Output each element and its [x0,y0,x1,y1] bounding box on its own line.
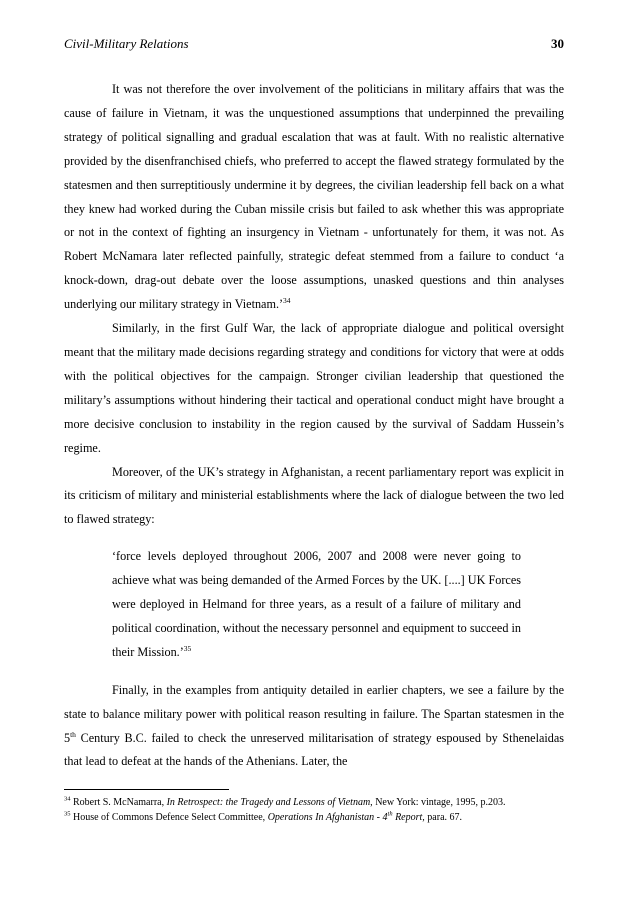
footnote-title-text: Operations In Afghanistan - 4 [267,812,388,823]
page-number: 30 [551,36,564,51]
paragraph-gulf-war: Similarly, in the first Gulf War, the lack of appropriate dialogue and political oversight meant that the military made decisions regarding strategy and conditions for victory that were at odds with the political objectives for the campaign. Stronger civilian leadership that questioned the military’s assumptions without hindering their tactical and operational conduct might have brought a more decisive conclusion to instability in the region caused by the survival of Saddam Hussein’s regime. [64,321,564,455]
footnote-ref-35: 35 [183,643,192,653]
footnote-title: In Retrospect: the Tragedy and Lessons of Vietnam, [166,797,373,808]
paragraph-antiquity-text-start: Finally, in the examples from antiquity detailed in earlier chapters, we see a failure by the state to balance military power with political reason resulting in failure. The Spartan statesmen in the 5 [64,682,564,745]
footnotes [64,795,584,825]
footnote-text: Robert S. McNamarra, [70,797,167,808]
footnote-number: 35 [64,810,71,818]
footnote-title [268,812,425,823]
footnote-title-text: Report, [392,812,425,823]
ordinal-suffix: th [387,810,393,818]
block-quote [112,545,521,665]
footnote-text: New York: vintage, 1995, p.203. [372,797,506,808]
block-quote-text: ‘force levels deployed throughout 2006, 2007 and 2008 were never going to achieve what was being demanded of the Armed Forces by the UK. [....] UK Forces were deployed in Helmand for three years, as a result of a failure of military and political coordination, without the necessary personnel and equipment to succeed in their Mission.’ [112,549,521,659]
body-text [64,78,564,774]
footnote-text: para. 67. [424,812,463,823]
footnote-ref-34: 34 [283,296,291,306]
running-header [64,36,564,54]
footnote-text: House of Commons Defence Select Committee, [70,812,268,823]
paragraph-afghanistan: Moreover, of the UK’s strategy in Afghanistan, a recent parliamentary report was explicit in its criticism of military and ministerial establishments where the lack of dialogue between the two led to flawed strategy: [64,464,564,527]
paragraph-antiquity-text-end: Century B.C. failed to check the unreserved militarisation of strategy espoused by Sthenelaidas that lead to defeat at the hands of the Athenians. Later, the [64,730,564,769]
ordinal-suffix: th [70,729,76,739]
footnote-34 [64,795,584,810]
paragraph-vietnam [64,78,564,317]
footnote-35 [64,810,584,825]
footnote-number: 34 [64,795,71,803]
paragraph-antiquity [64,679,564,775]
footnote-divider [64,789,229,790]
header-title: Civil-Military Relations [64,36,189,51]
paragraph-vietnam-text: It was not therefore the over involvement of the politicians in military affairs that was the cause of failure in Vietnam, it was the unquestioned assumptions that underpinned the prevailing strategy of political signalling and gradual escalation that was at fault. With no realistic alternative provided by the disenfranchised chiefs, who preferred to accept the flawed strategy formulated by the statesmen and then surreptitiously undermine it by degrees, the civilian leadership fell back on a what they knew had worked during the Cuban missile crisis but failed to ask whether this was appropriate or not in the context of fighting an insurgency in Vietnam - unfortunately for them, it was not. As Robert McNamara later reflected painfully, strategic defeat stemmed from a failure to conduct ‘a knock-down, drag-out debate over the loose assumptions, unasked questions and thin analyses underlying our military strategy in Vietnam.’ [64,82,564,312]
